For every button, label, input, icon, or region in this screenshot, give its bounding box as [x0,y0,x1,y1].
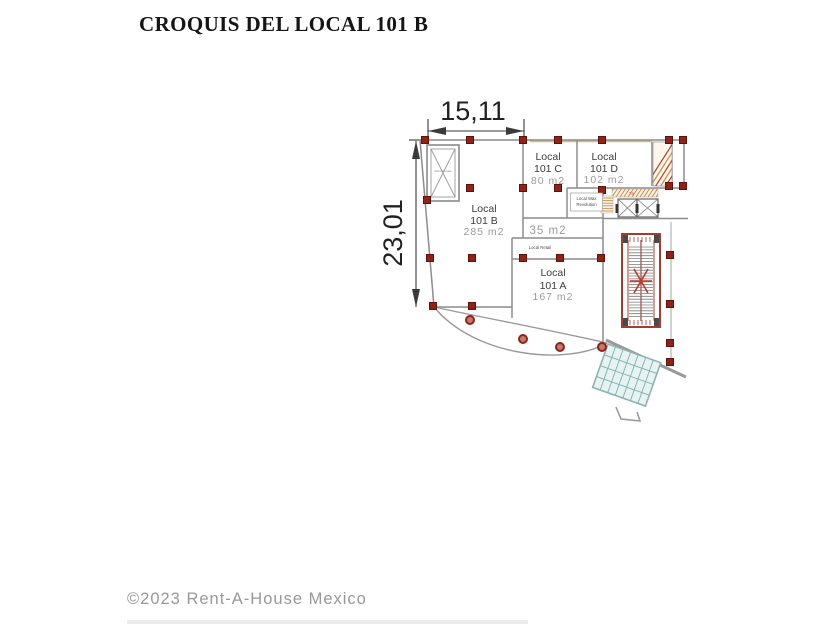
escalator [622,234,660,327]
column-square [680,137,687,144]
column-square [666,137,673,144]
svg-text:101 D: 101 D [589,163,619,175]
column-square [520,255,527,262]
column-square [557,255,564,262]
svg-text:Local Wax: Local Wax [576,196,597,201]
unit-labels [463,151,624,303]
label-local-101a [532,267,573,303]
elevator-car-1 [618,199,637,217]
column-square [430,303,437,310]
column-square [469,255,476,262]
column-square [667,359,674,366]
label-retail-unit: Local Retail [528,245,552,250]
svg-text:Local: Local [471,203,497,215]
elevator-jamb [657,204,660,213]
elevator-jamb [616,204,619,213]
label-local-101b [463,203,504,238]
page-title: CROQUIS DEL LOCAL 101 B [139,12,429,36]
svg-text:102 m2: 102 m2 [583,174,625,186]
column-square [467,137,474,144]
svg-text:285 m2: 285 m2 [463,226,505,238]
curve-lower [434,307,607,355]
dimension-height-value: 23,01 [378,199,408,267]
freight-elevator-label: Montacargas [434,169,452,173]
svg-text:101 A: 101 A [539,280,567,292]
label-35m2: 35 m2 [529,225,567,237]
column-round [519,335,527,343]
svg-text:101 B: 101 B [470,215,498,227]
elevator-car-2 [637,199,658,217]
svg-text:Local: Local [535,151,561,163]
column-square [424,197,431,204]
svg-text:167 m2: 167 m2 [532,291,574,303]
label-wax-unit [571,193,603,211]
column-square [469,303,476,310]
freight-elevator [427,145,459,201]
column-square [667,252,674,259]
svg-text:Local: Local [540,267,566,279]
column-square [520,137,527,144]
column-square [598,255,605,262]
dim-arrow-down [412,289,420,307]
label-local-101d [583,151,624,186]
watermark: ©2023 Rent-A-House Mexico [127,590,367,608]
dim-arrow-right [506,127,524,135]
stair-note-label: 7a [629,191,635,196]
skylight-grid [593,344,661,406]
column-square [467,185,474,192]
column-round [556,343,564,351]
svg-text:101 C: 101 C [533,163,563,175]
dim-arrow-up [412,141,420,159]
column-square [427,255,434,262]
column-square [667,301,674,308]
skylight-foot [616,407,640,421]
column-square [599,187,606,194]
column-square [599,137,606,144]
elevator-jamb [636,204,639,213]
label-local-101c [531,151,565,187]
column-round [598,343,606,351]
dimension-width-value: 15,11 [440,96,506,126]
column-round [466,316,474,324]
column-square [520,185,527,192]
column-square [667,340,674,347]
dimension-width [428,96,524,139]
column-square [680,183,687,190]
column-square [666,183,673,190]
elevator-lobby [601,185,672,217]
dim-arrow-left [428,127,446,135]
svg-text:80 m2: 80 m2 [530,175,566,187]
svg-text:Local: Local [591,151,617,163]
watermark-underline [127,620,528,624]
svg-text:Revolution: Revolution [576,202,597,207]
dimension-height [378,140,423,307]
stairwell-topright [640,132,735,195]
column-square [422,137,429,144]
column-square [555,137,562,144]
